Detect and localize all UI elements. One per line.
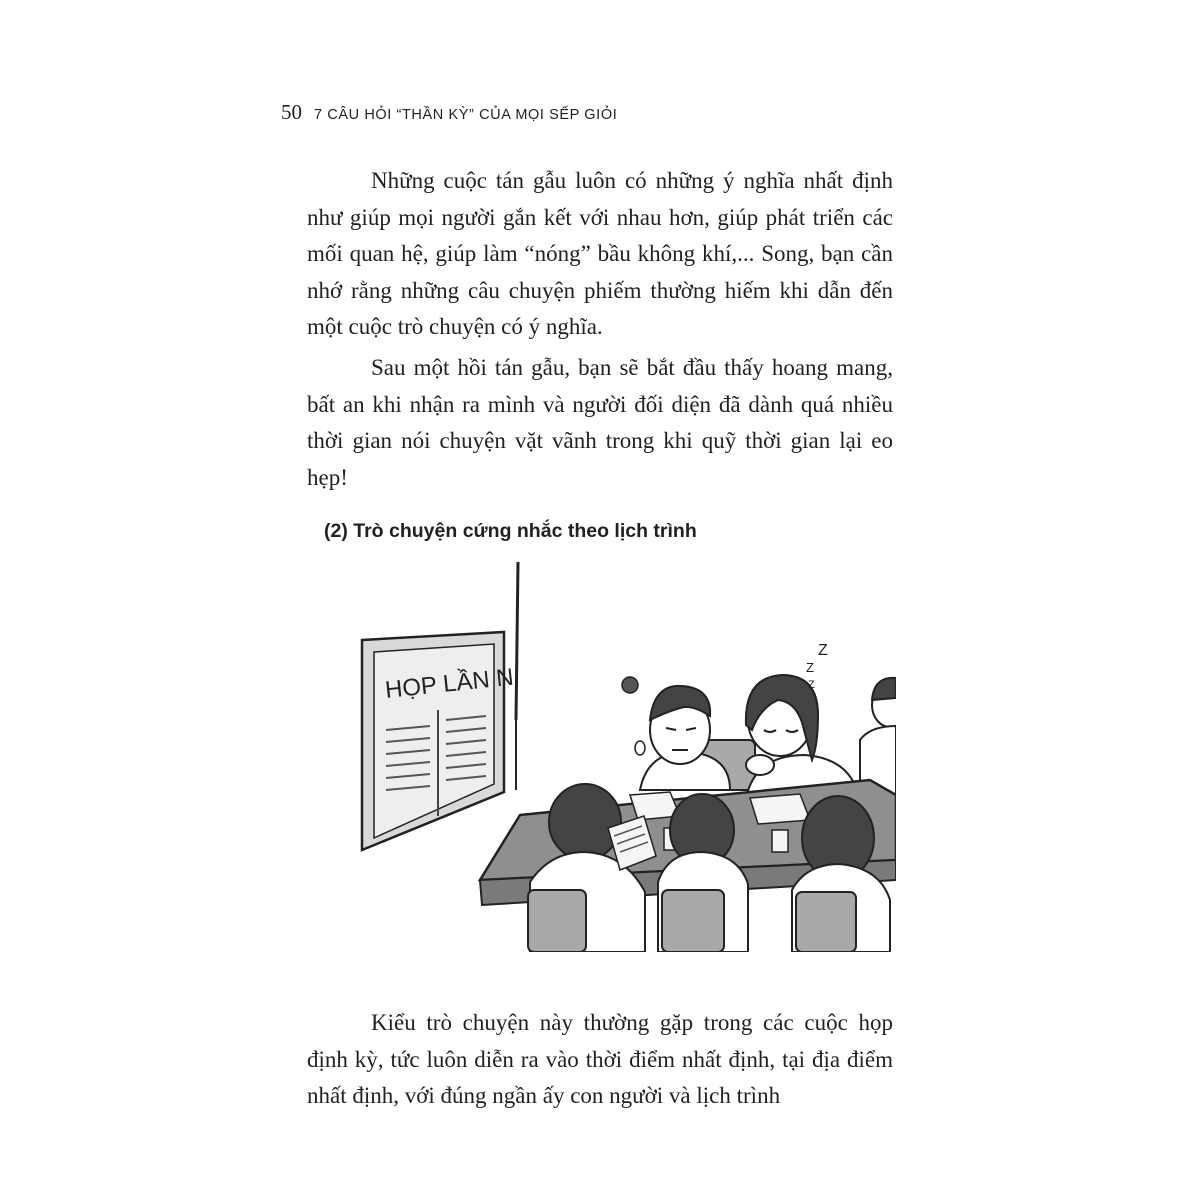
paragraph-1: Những cuộc tán gẫu luôn có những ý nghĩa nhất định như giúp mọi người gắn kết với nhau hơn, giúp phát triển các mối quan hệ, giúp làm “nóng” bầu không khí,... Song, bạn cần nhớ rằng những câu chuyện phiếm thường hiếm khi dẫn đến một cuộc trò chuyện có ý nghĩa. (307, 168, 893, 340)
person-sleepy (745, 642, 860, 805)
sleep-z-2: Z (806, 660, 814, 675)
running-title: 7 CÂU HỎI “THẦN KỲ” CỦA MỌI SẾP GIỎI (314, 107, 618, 123)
whiteboard (362, 632, 515, 850)
page-number: 50 (281, 100, 302, 124)
person-annoyed (622, 677, 730, 790)
page-header (281, 100, 617, 130)
board-title: HỌP LẦN N (383, 663, 515, 704)
section-heading: (2) Trò chuyện cứng nhắc theo lịch trình (324, 520, 697, 542)
paragraph-2: Sau một hồi tán gẫu, bạn sẽ bắt đầu thấy hoang mang, bất an khi nhận ra mình và người đối diện đã dành quá nhiều thời gian nói chuyện vặt vãnh trong khi quỹ thời gian lại eo hẹp! (307, 355, 893, 490)
sleep-z-1: Z (818, 642, 828, 659)
front-chairs (528, 890, 856, 952)
paragraph-3: Kiểu trò chuyện này thường gặp trong các cuộc họp định kỳ, tức luôn diễn ra vào thời điểm nhất định, tại địa điểm nhất định, với đúng ngần ấy con người và lịch trình (307, 1010, 893, 1109)
meeting-illustration (340, 560, 896, 952)
sleep-z-3: Z (808, 679, 815, 691)
